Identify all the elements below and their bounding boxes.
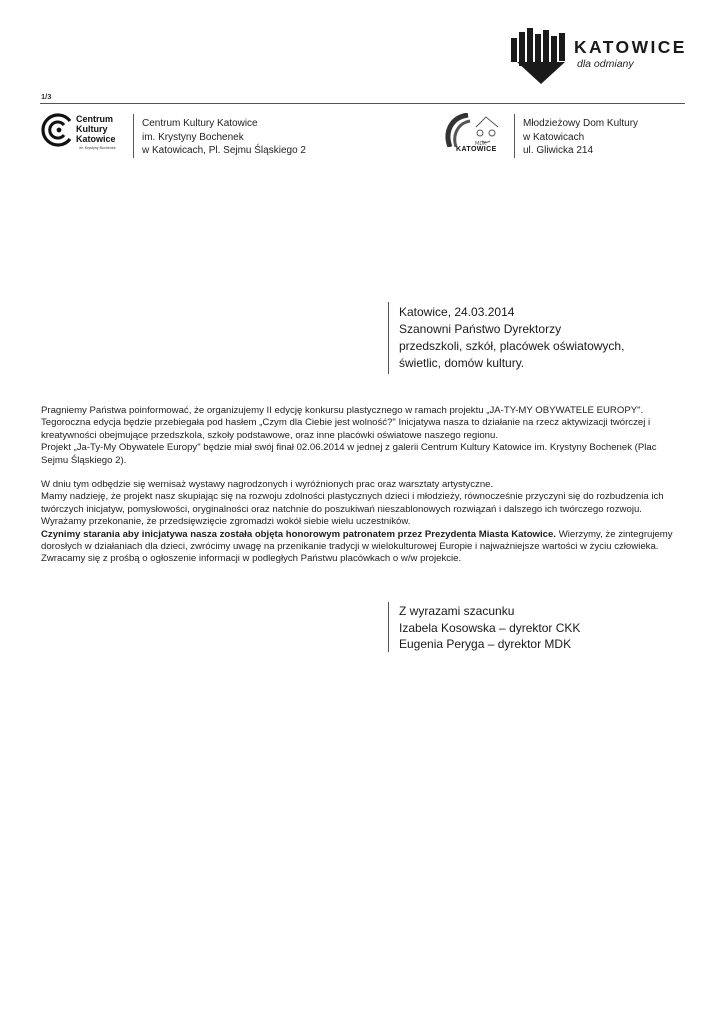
ckk-address-line: w Katowicach, Pl. Sejmu Śląskiego 2 — [142, 145, 306, 156]
page-number: 1/3 — [41, 92, 52, 101]
signature-bar — [388, 602, 389, 652]
mdk-address — [523, 117, 638, 158]
closing-line: Z wyrazami szacunku — [399, 604, 515, 618]
mdk-address-bar — [514, 114, 515, 158]
letter-body — [41, 405, 684, 566]
body-paragraph: Zwracamy się z prośbą o ogłoszenie informacji w podległych Państwu placówkach o w/w projekcie. — [41, 553, 462, 565]
ckk-logo-subtitle: im. Krystyny Bochenek — [79, 146, 116, 150]
katowice-heart-icon — [511, 28, 569, 84]
addressee-line: przedszkoli, szkół, placówek oświatowych, — [399, 339, 625, 353]
mdk-emblem-icon — [440, 113, 512, 147]
body-paragraph: Projekt „Ja-Ty-My Obywatele Europy" będzie miał swój finał 02.06.2014 w jednej z galerii Centrum Kultury Katowice im. Krystyny Bochenek (Plac Sejmu Śląskiego 2). — [41, 442, 657, 466]
city-tagline: dla odmiany — [577, 58, 634, 70]
ckk-spiral-icon — [40, 113, 74, 147]
signatory-line: Izabela Kosowska – dyrektor CKK — [399, 620, 581, 635]
mdk-address-line: Młodzieżowy Dom Kultury — [523, 118, 639, 129]
signature-block — [399, 603, 580, 653]
addressee-line: świetlic, domów kultury. — [399, 356, 525, 370]
body-paragraph — [41, 529, 684, 554]
ckk-address-bar — [133, 114, 134, 158]
ckk-logo-line-3: Katowice — [76, 134, 116, 144]
body-paragraph: W dniu tym odbędzie się wernisaż wystawy nagrodzonych i wyróżnionych prac oraz warsztaty artystyczne. — [41, 479, 494, 491]
addressee-bar — [388, 302, 389, 374]
ckk-address-line: im. Krystyny Bochenek — [142, 131, 244, 143]
header-divider — [40, 103, 685, 104]
city-wordmark: KATOWICE — [574, 37, 687, 57]
body-paragraph: Wyrażamy przekonanie, że przedsięwzięcie zgromadzi wokół siebie wielu uczestników. — [41, 516, 411, 528]
addressee-line: Szanowni Państwo Dyrektorzy — [399, 322, 562, 336]
addressee-block — [399, 304, 624, 372]
body-paragraph: Pragniemy Państwa poinformować, że organizujemy II edycję konkursu plastycznego w ramach projektu „JA-TY-MY OBYWATELE EUROPY". Tegoroczna edycja będzie przebiegała pod hasłem „Czym dla Ciebie jest wolność?" Inicjatywa nasza to działanie na rzecz aktywizacji twórczej i kreatywności obejmujące przedszkola, szkoły podstawowe, oraz inne placówki oświatowe naszego regionu. — [41, 405, 651, 441]
mdk-logo-letters: MDK — [475, 141, 487, 147]
mdk-logo-word: KATOWICE — [456, 146, 497, 153]
ckk-logo — [40, 113, 122, 155]
letter-date: Katowice, 24.03.2014 — [399, 305, 515, 319]
patronage-statement: Czynimy starania aby inicjatywa nasza została objęta honorowym patronatem przez Prezydenta Miasta Katowice. — [41, 528, 557, 540]
signatory-line: Eugenia Peryga – dyrektor MDK — [399, 637, 572, 651]
ckk-logo-line-1: Centrum — [76, 114, 114, 124]
mdk-logo — [440, 113, 512, 157]
body-paragraph-rest: Wierzymy, że zintegrujemy dorosłych w działaniach dla dzieci, zwrócimy uwagę na przenikanie tradycji w wielokulturowej Europie i najważniejsze wartości w życiu człowieka. — [41, 528, 673, 553]
katowice-logo — [511, 28, 691, 88]
mdk-address-line: ul. Gliwicka 214 — [523, 145, 594, 156]
ckk-address — [142, 117, 306, 158]
ckk-logo-line-2: Kultury — [76, 124, 108, 134]
ckk-address-line: Centrum Kultury Katowice — [142, 118, 258, 129]
body-paragraph: Mamy nadzieję, że projekt nasz skupiając się na rozwoju zdolności plastycznych dzieci i młodzieży, równocześnie przyczyni się do rozbudzenia ich twórczych inicjatyw, pomysłowości, oryginalności oraz natchnie do poszukiwań nieszablonowych rozwiązań i dalszego ich twórczego rozwoju. — [41, 491, 664, 515]
mdk-address-line: w Katowicach — [523, 131, 585, 143]
